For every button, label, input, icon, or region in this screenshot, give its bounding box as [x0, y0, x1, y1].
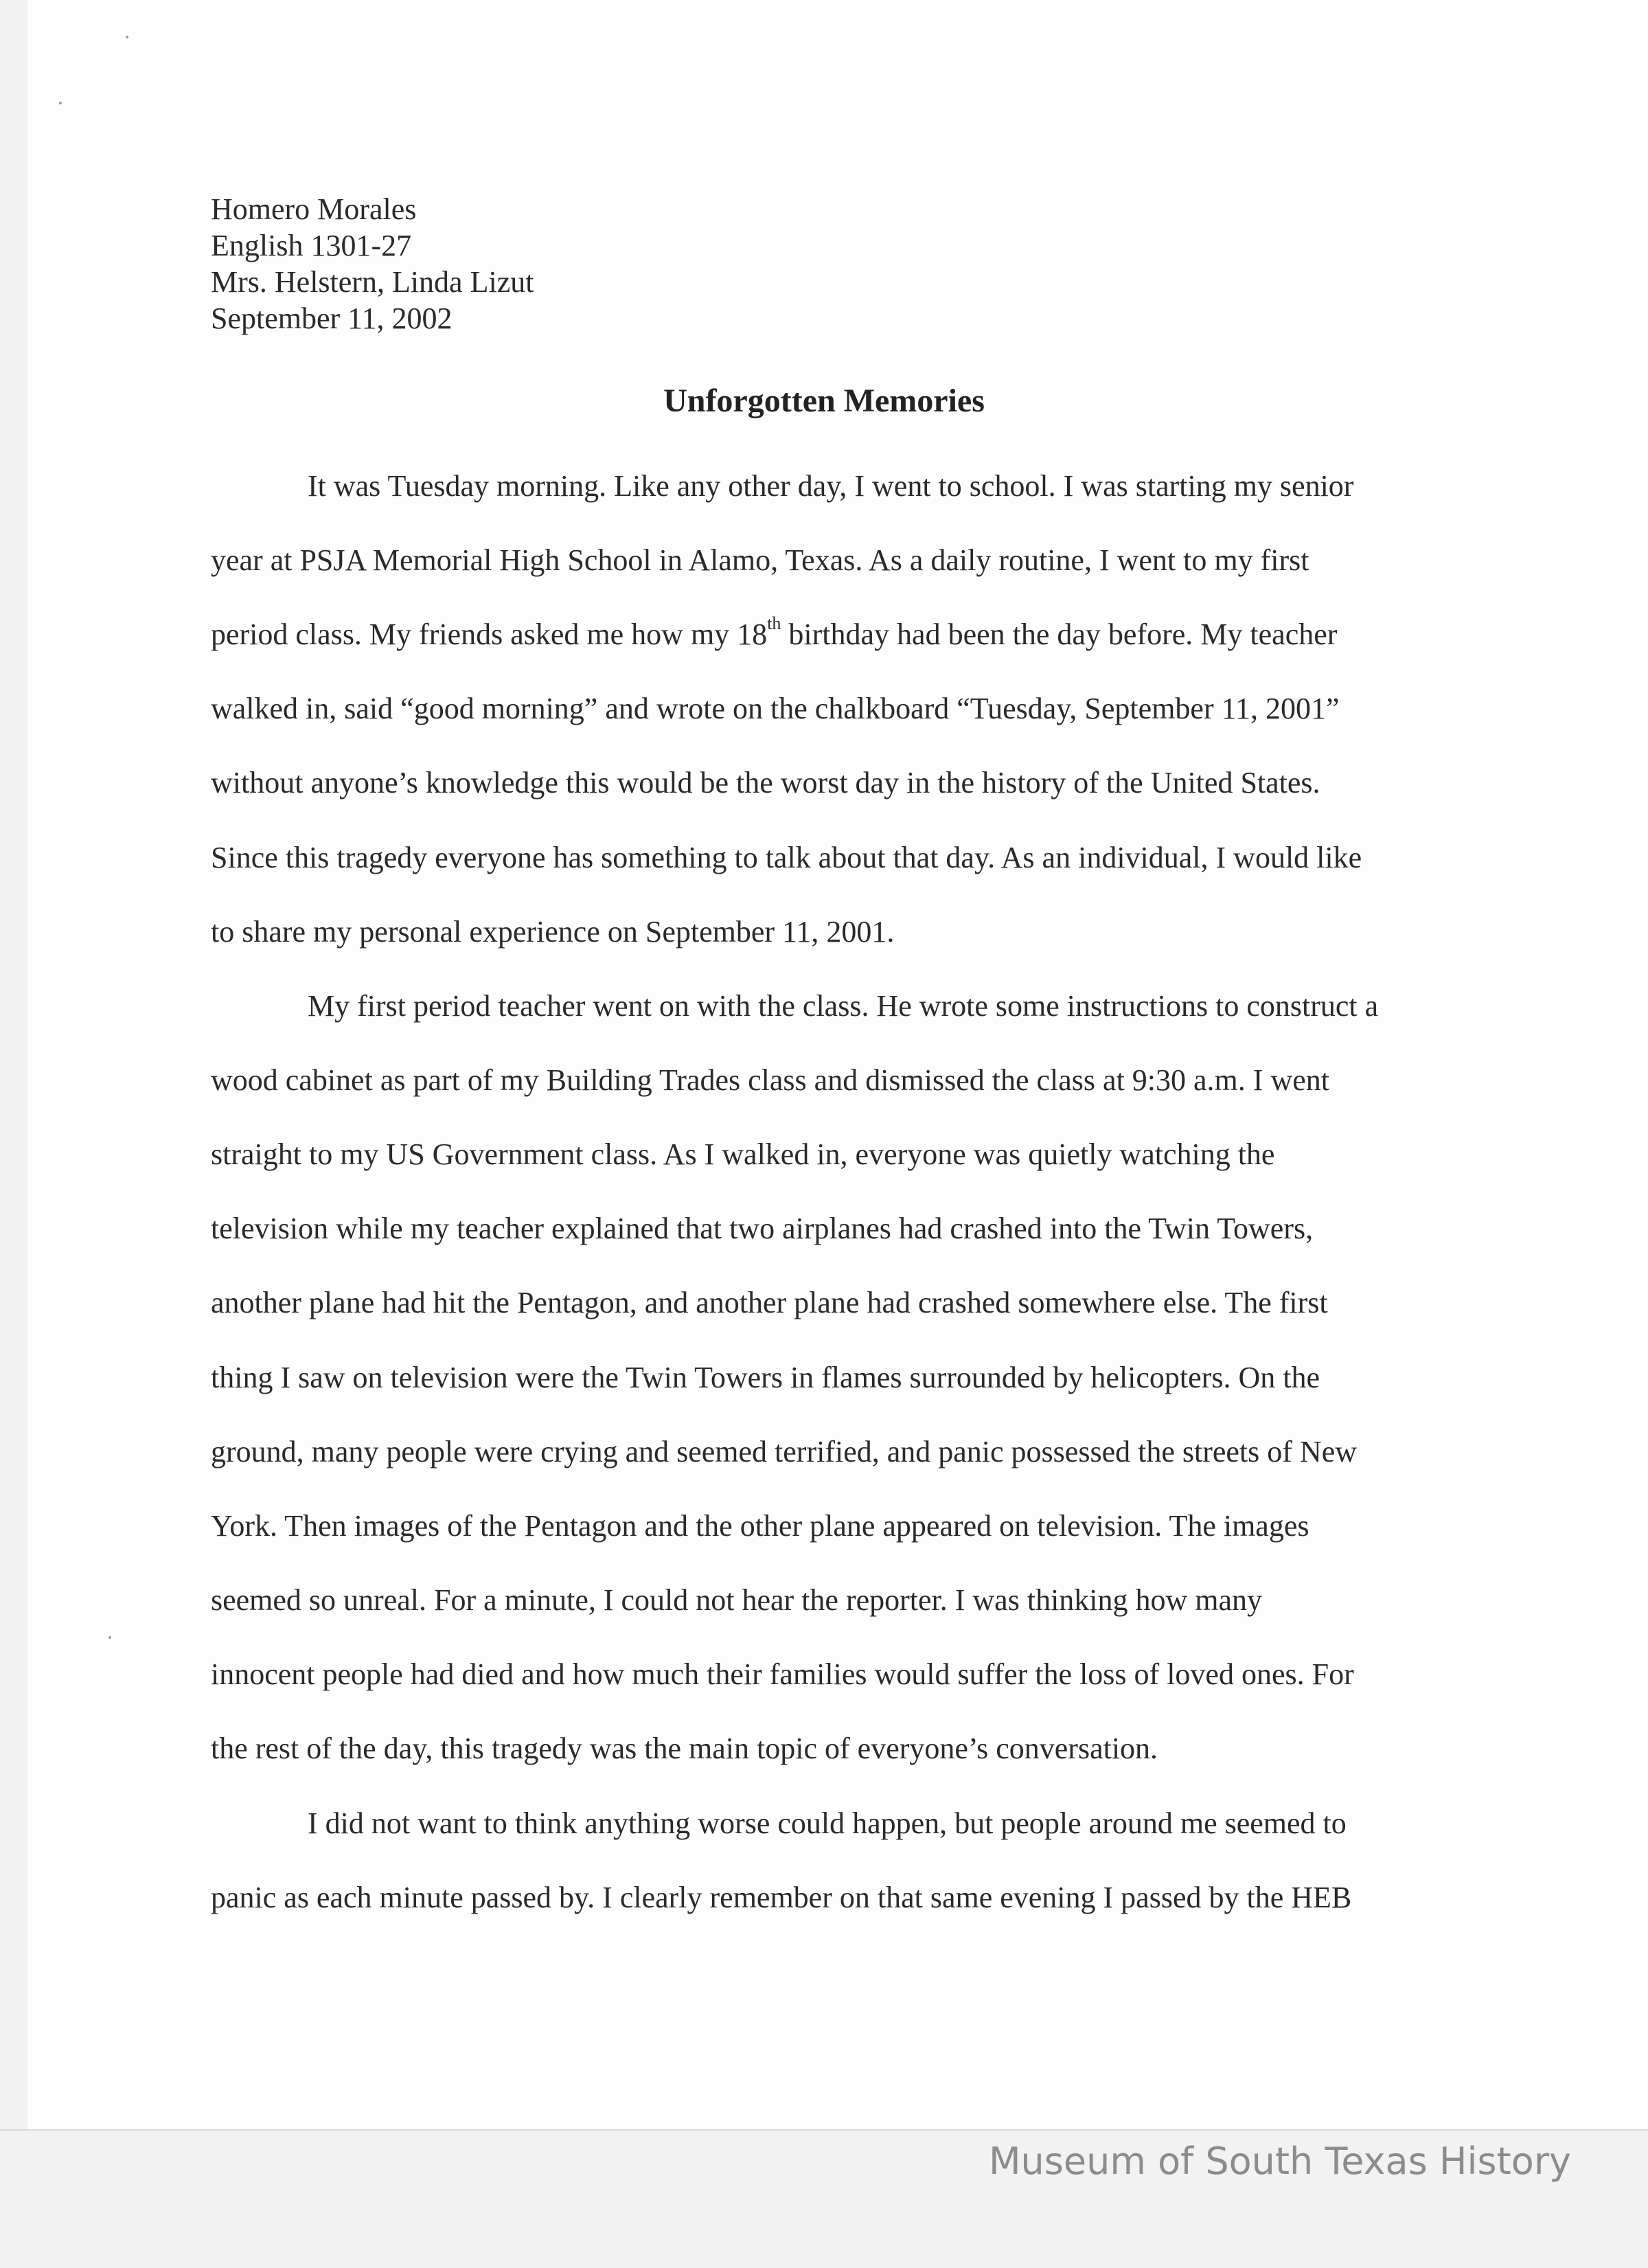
body-line: the rest of the day, this tragedy was the main topic of everyone’s conversation. [211, 1732, 1158, 1765]
body-line: My first period teacher went on with the class. He wrote some instructions to construct a [308, 989, 1379, 1023]
body-line: year at PSJA Memorial High School in Alamo, Texas. As a daily routine, I went to my first [211, 543, 1309, 577]
body-line: straight to my US Government class. As I walked in, everyone was quietly watching the [211, 1137, 1275, 1171]
body-line: television while my teacher explained that two airplanes had crashed into the Twin Towers, [211, 1212, 1314, 1245]
instructor-name: Mrs. Helstern, Linda Lizut [211, 265, 534, 299]
body-line: seemed so unreal. For a minute, I could not hear the reporter. I was thinking how many [211, 1583, 1263, 1617]
body-line: to share my personal experience on September 11, 2001. [211, 915, 895, 949]
body-line: It was Tuesday morning. Like any other day, I went to school. I was starting my senior [308, 469, 1354, 503]
body-line: without anyone’s knowledge this would be the worst day in the history of the United States. [211, 766, 1320, 800]
author-name: Homero Morales [211, 192, 417, 226]
essay-header [211, 191, 534, 337]
body-line: York. Then images of the Pentagon and the other plane appeared on television. The images [211, 1509, 1309, 1543]
body-line: panic as each minute passed by. I clearly remember on that same evening I passed by the HEB [211, 1881, 1352, 1914]
body-line: thing I saw on television were the Twin Towers in flames surrounded by helicopters. On the [211, 1361, 1320, 1394]
body-line: Since this tragedy everyone has something to talk about that day. As an individual, I would like [211, 841, 1362, 874]
body-text: birthday had been the day before. My teacher [781, 617, 1338, 651]
scan-speck [108, 1636, 111, 1639]
body-line: innocent people had died and how much their families would suffer the loss of loved ones. For [211, 1657, 1354, 1691]
body-text: period class. My friends asked me how my 18 [211, 617, 768, 651]
body-line: I did not want to think anything worse could happen, but people around me seemed to [308, 1806, 1347, 1840]
body-line: wood cabinet as part of my Building Trades class and dismissed the class at 9:30 a.m. I went [211, 1063, 1329, 1097]
body-line: walked in, said “good morning” and wrote on the chalkboard “Tuesday, September 11, 2001” [211, 692, 1340, 725]
scan-speck [126, 36, 128, 38]
page-edge [0, 2129, 1648, 2131]
scan-speck [59, 102, 62, 104]
body-line [211, 613, 1338, 653]
body-line: another plane had hit the Pentagon, and another plane had crashed somewhere else. The first [211, 1286, 1328, 1319]
essay-date: September 11, 2002 [211, 302, 453, 335]
museum-watermark: Museum of South Texas History [988, 2140, 1571, 2183]
body-line: ground, many people were crying and seemed terrified, and panic possessed the streets of New [211, 1435, 1357, 1468]
ordinal-suffix: th [767, 613, 781, 633]
essay-title: Unforgotten Memories [663, 383, 985, 419]
course-name: English 1301-27 [211, 229, 412, 262]
